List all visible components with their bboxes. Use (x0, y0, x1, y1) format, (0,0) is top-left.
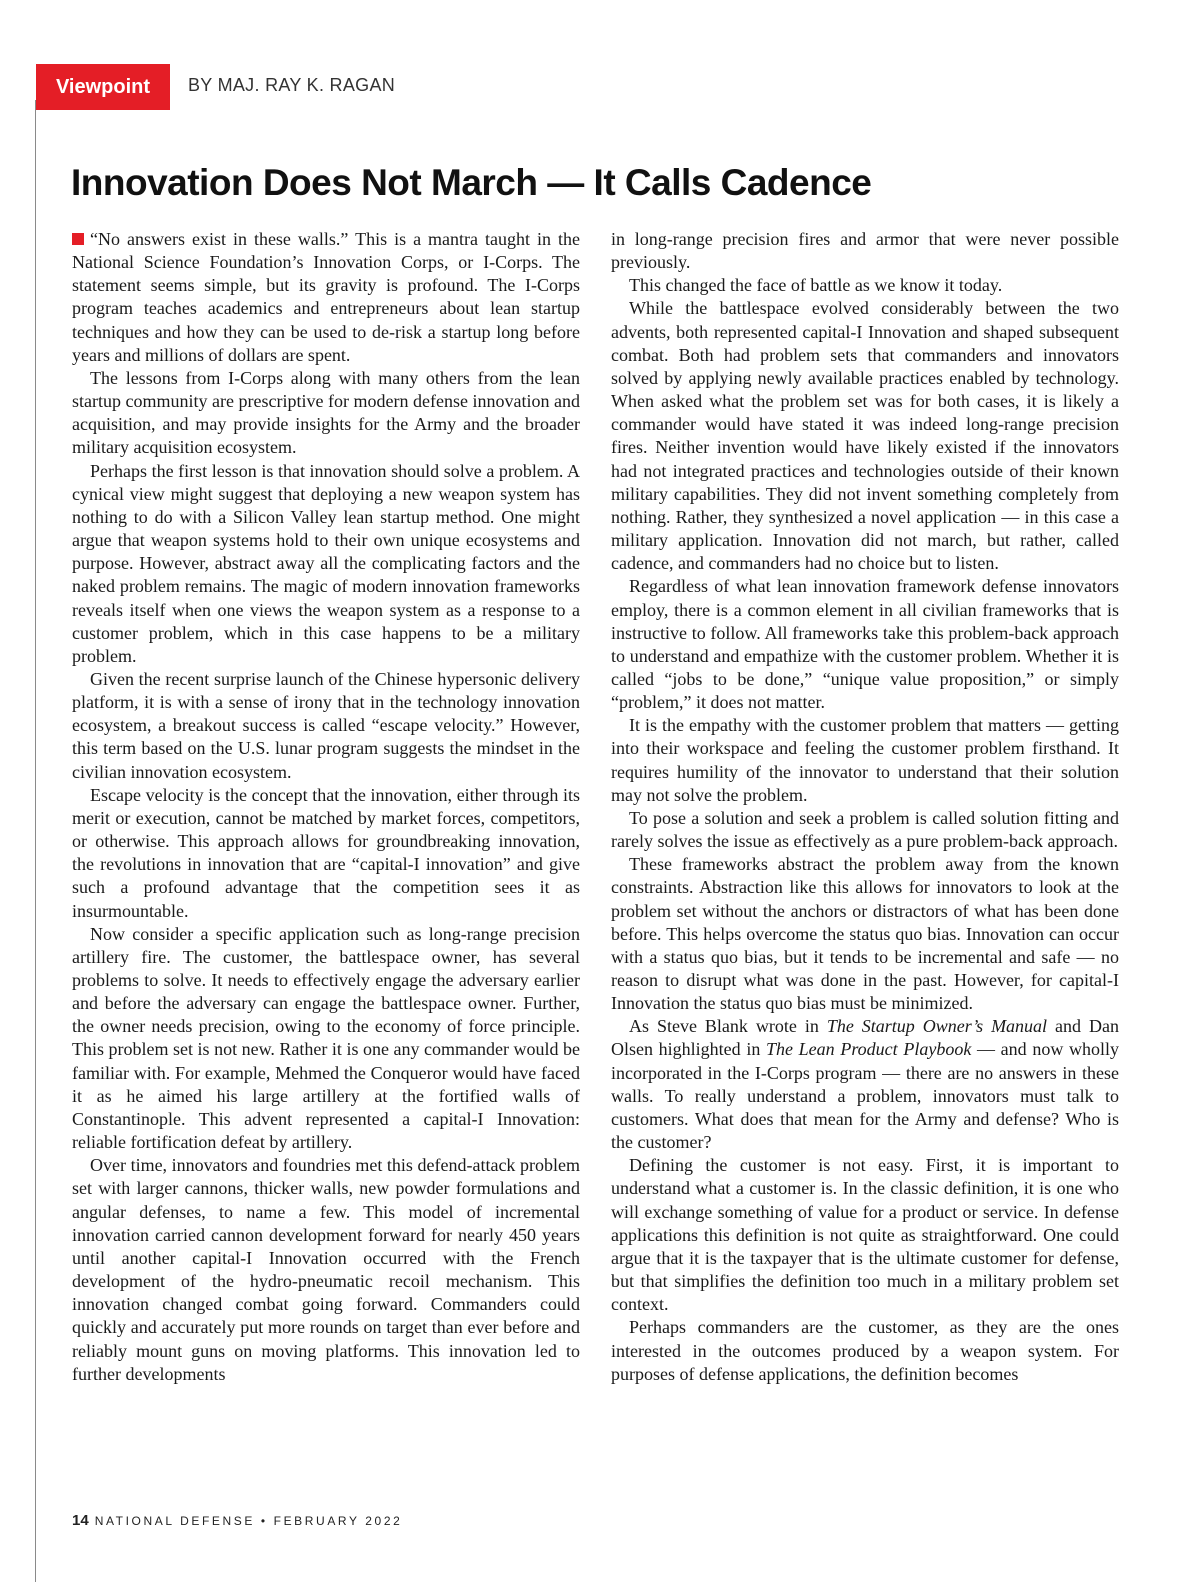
left-column (72, 228, 580, 1386)
paragraph: While the battlespace evolved considerably between the two advents, both represented capital-I Innovation and shaped subsequent combat. Both had problem sets that commanders and innovators solved by applying newly available practices enabled by technology. When asked what the problem set was for both cases, it is likely a commander would have stated it was indeed long-range precision fires. Neither invention would have likely existed if the innovators had not integrated practices and technologies outside of their known military capabilities. They did not invent something completely from nothing. Rather, they synthesized a novel application — in this case a military application. Innovation did not march, but rather, called cadence, and commanders had no choice but to listen. (611, 298, 1119, 574)
paragraph: Over time, innovators and foundries met this defend-attack problem set with larger cannons, thicker walls, new powder formulations and angular defenses, to name a few. This model of incremental innovation carried cannon development forward for nearly 450 years until another capital-I Innovation occurred with the French development of the hydro-pneumatic recoil mechanism. This innovation changed combat going forward. Commanders could quickly and accurately put more rounds on target than ever before and reliably mount guns on moving platforms. This innovation led to further developments (72, 1155, 580, 1384)
paragraph: It is the empathy with the customer problem that matters — getting into their workspace and feeling the customer problem firsthand. It requires humility of the innovator to understand that their solution may not solve the problem. (611, 715, 1119, 805)
page-footer (72, 1512, 402, 1529)
paragraph: Regardless of what lean innovation framework defense innovators employ, there is a common element in all civilian frameworks that is instructive to follow. All frameworks take this problem-back approach to understand and empathize with the customer problem. Whether it is called “jobs to be done,” “unique value proposition,” or simply “problem,” it does not matter. (611, 576, 1119, 713)
paragraph: Now consider a specific application such as long-range precision artillery fire. The customer, the battlespace owner, has several problems to solve. It needs to effectively engage the adversary earlier and before the adversary can engage the battlespace owner. Further, the owner needs precision, owing to the economy of force principle. This problem set is not new. Rather it is one any commander would be familiar with. For example, Mehmed the Conqueror would have faced it as he aimed his large artillery at the fortified walls of Constantinople. This advent represented a capital-I Innovation: reliable fortification defeat by artillery. (72, 923, 580, 1153)
page-margin-rule (35, 100, 36, 1582)
paragraph: These frameworks abstract the problem away from the known constraints. Abstraction like this allows for innovators to look at the problem set without the anchors or distractors of what has been done before. This helps overcome the status quo bias. Innovation can occur with a status quo bias, but it tends to be incremental and safe — no reason to disrupt what was done in the past. However, for capital-I Innovation the status quo bias must be minimized. (611, 854, 1119, 1014)
article-title: Innovation Does Not March — It Calls Cadence (71, 162, 872, 203)
right-column (611, 228, 1119, 1386)
paragraph: Escape velocity is the concept that the innovation, either through its merit or execution, cannot be matched by market forces, competitors, or otherwise. This approach allows for groundbreaking innovation, the revolutions in innovation that are “capital-I innovation” and give such a profound advantage that the competition sees it as insurmountable. (72, 784, 580, 921)
paragraph-continuation: in long-range precision fires and armor that were never possible previously. (611, 229, 1119, 273)
book-title: The Lean Product Playbook (766, 1039, 972, 1060)
paragraph: This changed the face of battle as we know it today. (629, 275, 1003, 296)
paragraph: As Steve Blank wrote in The Startup Owner’s Manual and Dan Olsen highlighted in The Lean Product Playbook — and now wholly incorporated in the I-Corps program — there are no answers in these walls. To really understand a problem, innovators must talk to customers. What does that mean for the Army and defense? Who is the customer? (611, 1016, 1119, 1153)
book-title: The Startup Owner’s Manual (826, 1016, 1048, 1037)
section-bullet-icon (72, 233, 84, 245)
byline: BY MAJ. RAY K. RAGAN (188, 75, 396, 95)
paragraph: Perhaps the first lesson is that innovation should solve a problem. A cynical view might suggest that deploying a new weapon system has nothing to do with a Silicon Valley lean startup method. One might argue that weapon systems hold to their own unique ecosystems and purpose. However, abstract away all the complicating factors and the naked problem remains. The magic of modern innovation frameworks reveals itself when one views the weapon system as a response to a customer problem, which in this case happens to be a military problem. (72, 460, 580, 666)
paragraph: To pose a solution and seek a problem is called solution fitting and rarely solves the issue as effectively as a pure problem-back approach. (611, 807, 1119, 852)
paragraph: “No answers exist in these walls.” This is a mantra taught in the National Science Foundation’s Innovation Corps, or I-Corps. The statement seems simple, but its gravity is profound. The I-Corps program teaches academics and entrepreneurs about lean startup techniques and how they can be used to de-risk a startup long before years and millions of dollars are spent. (72, 229, 580, 365)
publication-info: NATIONAL DEFENSE • FEBRUARY 2022 (94, 1514, 403, 1528)
section-badge: Viewpoint (36, 64, 170, 110)
page-number: 14 (72, 1512, 89, 1529)
paragraph: Given the recent surprise launch of the Chinese hypersonic delivery platform, it is with a sense of irony that in the technology innovation ecosystem, a breakout success is called “escape velocity.” However, this term based on the U.S. lunar program suggests the mindset in the civilian innovation ecosystem. (72, 668, 580, 782)
paragraph: The lessons from I-Corps along with many others from the lean startup community are prescriptive for modern defense innovation and acquisition, and may provide insights for the Army and the broader military acquisition ecosystem. (72, 367, 580, 458)
paragraph: Perhaps commanders are the customer, as they are the ones interested in the outcomes produced by a weapon system. For purposes of defense applications, the definition becomes (611, 1317, 1119, 1384)
paragraph: Defining the customer is not easy. First, it is important to understand what a customer is. In the classic definition, it is one who will exchange something of value for a product or service. In defense applications this definition is not quite as straightforward. One could argue that it is the taxpayer that is the ultimate customer for defense, but that simplifies the definition too much in a military problem set context. (611, 1155, 1119, 1315)
